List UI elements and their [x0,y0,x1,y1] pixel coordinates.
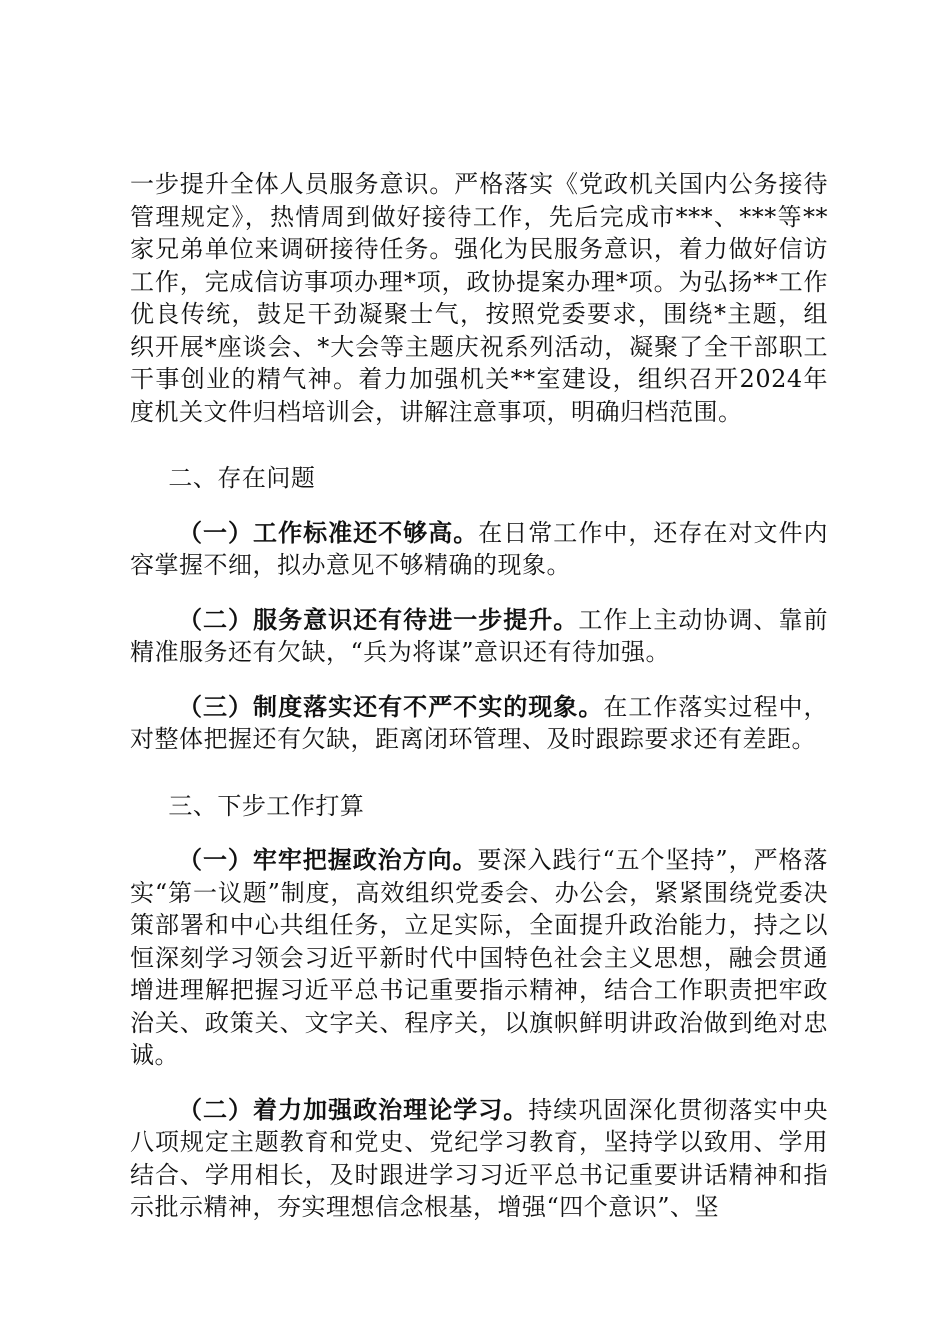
plan-item-1-title: （一）牢牢把握政治方向。 [178,846,478,874]
problem-item-2-title: （二）服务意识还有待进一步提升。 [178,605,579,634]
document-page [130,168,828,1224]
plan-item-1 [130,844,828,1072]
intro-paragraph: 一步提升全体人员服务意识。严格落实《党政机关国内公务接待管理规定》，热情周到做好接待工作，先后完成市***、***等**家兄弟单位来调研接待任务。强化为民服务意识，着力做好信访工作，完成信访事项办理*项，政协提案办理*项。为弘扬**工作优良传统，鼓足干劲凝聚士气，按照党委要求，围绕*主题，组织开展*座谈会、*大会等主题庆祝系列活动，凝聚了全干部职工干事创业的精气神。着力加强机关**室建设，组织召开2024年度机关文件归档培训会，讲解注意事项，明确归档范围。 [130,170,828,426]
plan-item-2 [130,1094,828,1224]
plan-item-2-body: 持续巩固深化贯彻落实中央八项规定主题教育和党史、党纪学习教育，坚持学以致用、学用结合、学用相长，及时跟进学习习近平总书记重要讲话精神和指示批示精神，夯实理想信念根基，增强“四个意识”、坚 [130,1095,829,1221]
problem-item-1-title: （一）工作标准还不够高。 [178,518,479,547]
problem-item-3-title: （三）制度落实还有不严不实的现象。 [178,692,604,721]
problem-item-1 [130,517,828,582]
problem-item-2 [130,604,828,669]
section-heading-problems: 二、存在问题 [168,464,316,492]
plan-item-1-body: 要深入践行“五个坚持”，严格落实“第一议题”制度，高效组织党委会、办公会，紧紧围绕党委决策部署和中心共组任务，立足实际，全面提升政治能力，持之以恒深刻学习领会习近平新时代中国特色社会主义思想，融会贯通增进理解把握习近平总书记重要指示精神，结合工作职责把牢政治关、政策关、文字关、程序关，以旗帜鲜明讲政治做到绝对忠诚。 [130,846,829,1069]
problem-item-2-body: 工作上主动协调、靠前精准服务还有欠缺，“兵为将谋”意识还有待加强。 [130,605,829,666]
section-heading-next-steps: 三、下步工作打算 [168,791,365,820]
problem-item-3 [130,691,828,756]
problem-item-3-body: 在工作落实过程中，对整体把握还有欠缺，距离闭环管理、及时跟踪要求还有差距。 [130,692,829,753]
problem-item-1-body: 在日常工作中，还存在对文件内容掌握不细，拟办意见不够精确的现象。 [130,518,829,579]
plan-item-2-title: （二）着力加强政治理论学习。 [178,1095,529,1124]
